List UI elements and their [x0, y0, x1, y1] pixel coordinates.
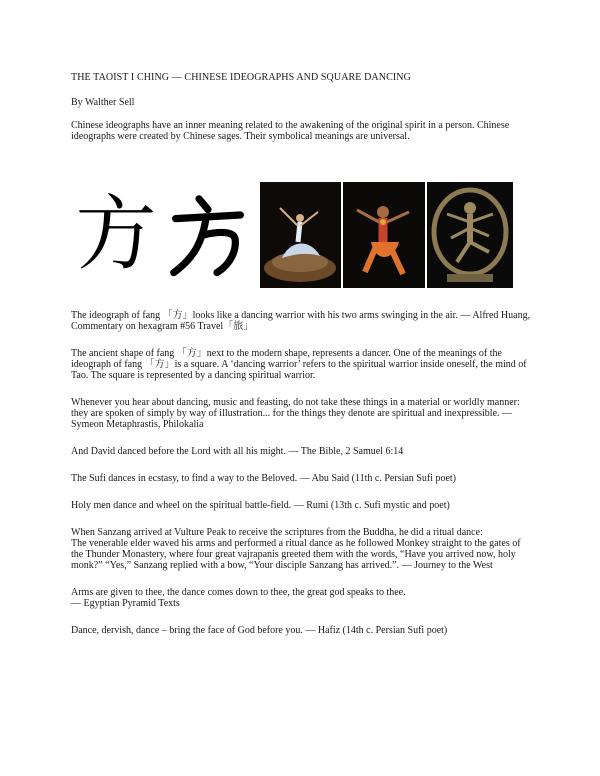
quote-paragraph-7: When Sanzang arrived at Vulture Peak to receive the scriptures from the Buddha, he did a ritual dance: The venerable elder waved his arms and performed a ritual dance as he followed Monkey straight to the gates of the Thunder Monastery, where four great vajrapanis greeted them with the words, “Have you arrived now, holy monk?” “Yes,” Sanzang replied with a bow, “Your disciple Sanzang has arrived.”. — Journey to the West: [71, 527, 521, 571]
bharatanatyam-dancer-photo: [343, 182, 425, 288]
quotes-block: [71, 310, 531, 647]
intro-paragraph: Chinese ideographs have an inner meaning related to the awakening of the original spirit in a person. Chinese ideographs were created by Chinese sages. Their symbolical meanings are universal.: [71, 120, 510, 142]
ballet-dancer-photo: [260, 182, 341, 288]
quote-paragraph-4: And David danced before the Lord with all his might. — The Bible, 2 Samuel 6:14: [71, 446, 404, 457]
quote-paragraph-3: Whenever you hear about dancing, music and feasting, do not take these things in a material or worldly manner: they are spoken of simply by way of illustration... for the things they denote are spiritual and inexpressible. — Symeon Metaphrastis, Philokalia: [71, 397, 520, 430]
quote-paragraph-5: The Sufi dances in ecstasy, to find a way to the Beloved. — Abu Saìd (11th c. Persian Sufi poet): [71, 473, 457, 484]
quote-paragraph-2: The ancient shape of fang 「方」next to the modern shape, represents a dancer. One of the meanings of the ideograph of fang 「方」is a square. A ‘dancing warrior’ refers to the spiritual warrior inside oneself, the mind of Tao. The square is represented by a dancing spiritual warrior.: [71, 348, 527, 381]
quote-paragraph-8: Arms are given to thee, the dance comes down to thee, the great god speaks to thee. — Egyptian Pyramid Texts: [71, 587, 406, 609]
modern-fang-glyph: 方: [75, 188, 157, 278]
nataraja-statue-photo: [427, 182, 513, 288]
quote-paragraph-6: Holy men dance and wheel on the spiritual battle-field. — Rumi (13th c. Sufi mystic and poet): [71, 500, 450, 511]
modern-fang-glyph-icon: [71, 188, 161, 278]
quote-paragraph-1: The ideograph of fang 「方」looks like a dancing warrior with his two arms swinging in the air. — Alfred Huang, Commentary on hexagram #56 Travel「旅」: [71, 310, 531, 332]
ancient-fang-glyph-icon: [163, 188, 253, 278]
author-line: By Walther Sell: [71, 97, 135, 108]
header-block: [71, 72, 531, 153]
image-strip: [71, 182, 493, 288]
quote-paragraph-9: Dance, dervish, dance – bring the face of God before you. — Hafiz (14th c. Persian Sufi poet): [71, 625, 448, 636]
page-title: THE TAOIST I CHING — CHINESE IDEOGRAPHS AND SQUARE DANCING: [71, 72, 411, 83]
